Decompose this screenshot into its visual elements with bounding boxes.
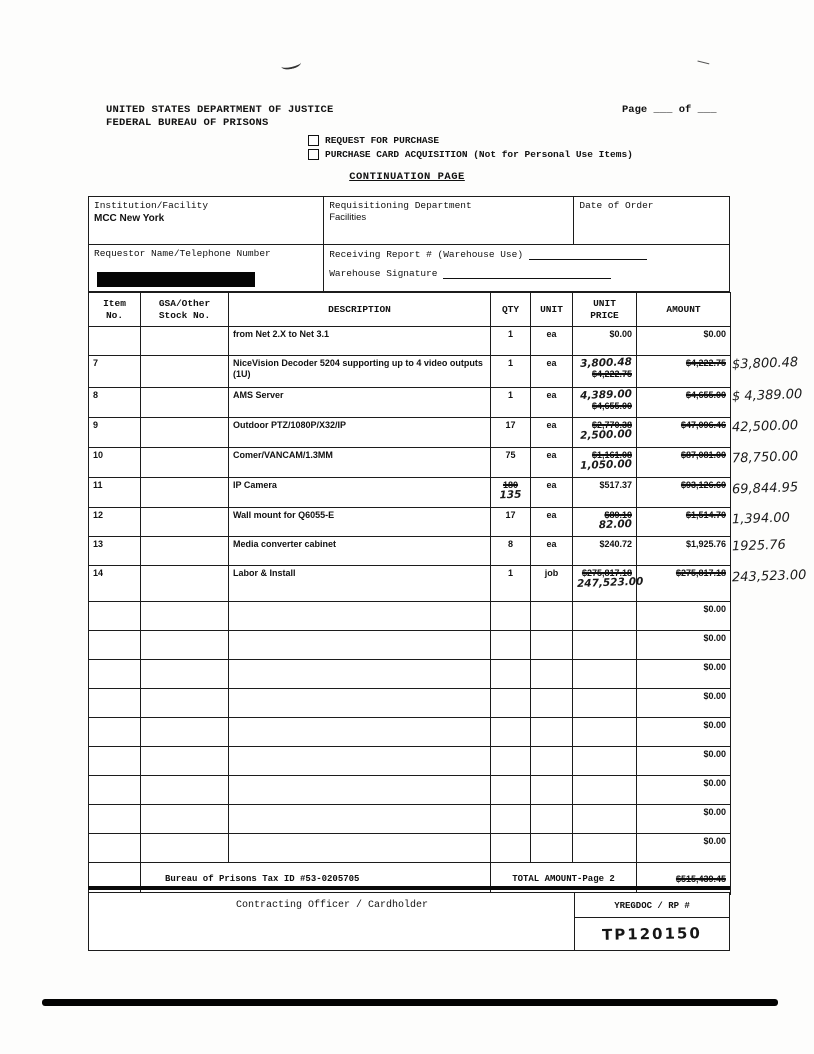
unit-cell	[531, 747, 573, 776]
amount-value: $0.00	[703, 836, 726, 846]
description-cell: NiceVision Decoder 5204 supporting up to 4 video outputs (1U)	[229, 356, 491, 388]
stock-no-cell	[141, 631, 229, 660]
amount-cell	[637, 448, 731, 478]
page-of-label: Page ___ of ___	[622, 104, 717, 116]
unit-cell: ea	[531, 327, 573, 356]
stock-no-cell	[141, 718, 229, 747]
amount-value: $0.00	[703, 807, 726, 817]
description-cell: AMS Server	[229, 388, 491, 418]
qty-cell	[491, 631, 531, 660]
purchase-card-row	[308, 149, 633, 160]
requestor-label: Requestor Name/Telephone Number	[94, 248, 271, 260]
amount-cell	[637, 388, 731, 418]
unit-price-value: $0.00	[609, 329, 632, 339]
qty-cell	[491, 747, 531, 776]
amount-value: $275,817.18	[675, 568, 726, 578]
qty-handwritten-value: 135	[499, 488, 522, 502]
unit-price-cell	[573, 631, 637, 660]
qty-cell	[491, 660, 531, 689]
item-no-cell	[89, 660, 141, 689]
unit-price-handwritten-value: 4,389.00	[579, 388, 633, 402]
request-for-purchase-label: REQUEST FOR PURCHASE	[325, 135, 440, 146]
table-row	[89, 602, 731, 631]
unit-cell: ea	[531, 388, 573, 418]
item-no-cell: 12	[89, 508, 141, 537]
item-no-cell	[89, 631, 141, 660]
amount-value: $0.00	[703, 749, 726, 759]
description-cell: Outdoor PTZ/1080P/X32/IP	[229, 418, 491, 448]
amount-value: $0.00	[703, 633, 726, 643]
institution-value: MCC New York	[94, 213, 165, 224]
stock-no-cell	[141, 448, 229, 478]
description-cell: Comer/VANCAM/1.3MM	[229, 448, 491, 478]
unit-price-value: $4,222.75	[591, 369, 632, 379]
warehouse-signature-blank[interactable]	[443, 268, 611, 279]
table-row	[89, 508, 731, 537]
qty-cell	[491, 805, 531, 834]
signature-area-cell[interactable]	[88, 917, 576, 951]
amount-cell	[637, 537, 731, 566]
item-no-cell: 10	[89, 448, 141, 478]
items-table	[88, 292, 731, 895]
unit-cell	[531, 776, 573, 805]
description-cell	[229, 689, 491, 718]
amount-value: $47,096.46	[680, 420, 726, 430]
unit-price-value: $240.72	[599, 539, 632, 549]
receiving-report-cell	[323, 244, 730, 292]
table-row	[89, 388, 731, 418]
description-cell	[229, 805, 491, 834]
table-row	[89, 418, 731, 448]
unit-price-value: $517.37	[599, 480, 632, 490]
qty-cell: 8	[491, 537, 531, 566]
header-amount: AMOUNT	[637, 293, 731, 327]
description-cell	[229, 718, 491, 747]
qty-cell: 1	[491, 356, 531, 388]
item-no-cell	[89, 747, 141, 776]
amount-cell	[637, 566, 731, 602]
requestor-cell	[88, 244, 325, 292]
unit-cell	[531, 689, 573, 718]
unit-price-value: $1,161.08	[591, 450, 632, 460]
pen-mark-top-left	[280, 58, 301, 71]
receiving-report-blank[interactable]	[529, 249, 647, 260]
total-amount-label: TOTAL AMOUNT-Page 2	[512, 873, 615, 884]
qty-cell	[491, 478, 531, 508]
yregdoc-cell	[574, 892, 730, 919]
amount-value: $0.00	[703, 329, 726, 339]
item-no-cell: 9	[89, 418, 141, 448]
unit-price-cell	[573, 327, 637, 356]
request-for-purchase-row	[308, 135, 439, 146]
unit-price-handwritten-value: 247,523.00	[576, 575, 644, 590]
unit-cell: ea	[531, 478, 573, 508]
table-row	[89, 805, 731, 834]
stock-no-cell	[141, 776, 229, 805]
item-no-cell	[89, 834, 141, 863]
amount-value: $87,081.00	[680, 450, 726, 460]
description-cell: IP Camera	[229, 478, 491, 508]
amount-value: $0.00	[703, 778, 726, 788]
stock-no-cell	[141, 537, 229, 566]
amount-value: $4,655.00	[685, 390, 726, 400]
date-of-order-cell	[573, 196, 730, 246]
unit-cell	[531, 660, 573, 689]
margin-note: 1925.76	[731, 537, 787, 555]
stock-no-cell	[141, 602, 229, 631]
description-cell	[229, 834, 491, 863]
amount-cell	[637, 776, 731, 805]
header-unit-price: UNIT PRICE	[573, 293, 637, 327]
qty-cell: 17	[491, 418, 531, 448]
unit-price-cell	[573, 776, 637, 805]
amount-value: $93,126.60	[680, 480, 726, 490]
unit-price-handwritten-value: 1,050.00	[579, 458, 633, 472]
redaction-bar	[97, 272, 255, 287]
qty-cell: 1	[491, 327, 531, 356]
unit-cell: ea	[531, 418, 573, 448]
table-row	[89, 566, 731, 602]
unit-cell	[531, 602, 573, 631]
header-description: DESCRIPTION	[229, 293, 491, 327]
unit-price-cell	[573, 388, 637, 418]
unit-cell: ea	[531, 356, 573, 388]
item-no-cell: 13	[89, 537, 141, 566]
description-cell	[229, 776, 491, 805]
institution-cell	[88, 196, 325, 246]
stock-no-cell	[141, 689, 229, 718]
receiving-report-line	[324, 245, 729, 260]
header-unit: UNIT	[531, 293, 573, 327]
warehouse-signature-line	[324, 260, 729, 279]
margin-note: 42,500.00	[731, 418, 799, 436]
stock-no-cell	[141, 356, 229, 388]
item-no-cell: 8	[89, 388, 141, 418]
header-item-no: Item No.	[89, 293, 141, 327]
unit-price-cell	[573, 566, 644, 602]
margin-note: 69,844.95	[731, 480, 799, 498]
item-no-cell: 7	[89, 356, 141, 388]
margin-note: 78,750.00	[731, 449, 799, 467]
stock-no-cell	[141, 478, 229, 508]
table-row	[89, 776, 731, 805]
yregdoc-label: YREGDOC / RP #	[614, 900, 690, 911]
department-value: Facilities	[329, 212, 367, 223]
qty-cell	[491, 689, 531, 718]
unit-price-cell	[573, 508, 637, 537]
amount-cell	[637, 805, 731, 834]
unit-price-cell	[573, 805, 637, 834]
continuation-page-title: CONTINUATION PAGE	[349, 171, 465, 183]
pen-mark-top-right	[697, 56, 710, 65]
stock-no-cell	[141, 418, 229, 448]
table-row	[89, 834, 731, 863]
unit-cell: ea	[531, 537, 573, 566]
stock-no-cell	[141, 566, 229, 602]
stock-no-cell	[141, 327, 229, 356]
margin-note: $3,800.48	[731, 355, 799, 373]
items-tbody	[89, 327, 731, 863]
stock-no-cell	[141, 747, 229, 776]
agency-line2: FEDERAL BUREAU OF PRISONS	[106, 117, 269, 129]
margin-note: 1,394.00	[731, 510, 791, 528]
date-of-order-label: Date of Order	[579, 200, 654, 211]
request-for-purchase-checkbox[interactable]	[308, 135, 319, 146]
unit-price-cell	[573, 689, 637, 718]
item-no-cell	[89, 776, 141, 805]
item-no-cell	[89, 718, 141, 747]
warehouse-signature-label: Warehouse Signature	[329, 268, 438, 280]
amount-cell	[637, 356, 731, 388]
stock-no-cell	[141, 660, 229, 689]
amount-cell	[637, 718, 731, 747]
item-no-cell	[89, 602, 141, 631]
description-cell: Media converter cabinet	[229, 537, 491, 566]
yregdoc-value-cell	[574, 917, 730, 951]
unit-cell: ea	[531, 448, 573, 478]
description-cell: Wall mount for Q6055-E	[229, 508, 491, 537]
table-row	[89, 689, 731, 718]
amount-cell	[637, 747, 731, 776]
amount-value: $1,925.76	[685, 539, 726, 549]
unit-price-value: $89.10	[604, 510, 632, 520]
table-row	[89, 448, 731, 478]
unit-price-value: $4,655.00	[591, 401, 632, 411]
qty-cell: 75	[491, 448, 531, 478]
description-cell	[229, 631, 491, 660]
stock-no-cell	[141, 805, 229, 834]
stock-no-cell	[141, 388, 229, 418]
purchase-card-label: PURCHASE CARD ACQUISITION (Not for Personal Use Items)	[325, 149, 633, 160]
amount-cell	[637, 631, 731, 660]
amount-cell	[637, 689, 731, 718]
unit-price-cell	[573, 418, 637, 448]
amount-value: $0.00	[703, 604, 726, 614]
stock-no-cell	[141, 834, 229, 863]
qty-cell: 17	[491, 508, 531, 537]
amount-cell	[637, 327, 731, 356]
amount-value: $0.00	[703, 691, 726, 701]
stock-no-cell	[141, 508, 229, 537]
qty-cell	[491, 602, 531, 631]
amount-value: $0.00	[703, 662, 726, 672]
unit-price-cell	[573, 448, 637, 478]
contracting-officer-label: Contracting Officer / Cardholder	[235, 900, 429, 911]
unit-cell: ea	[531, 508, 573, 537]
description-cell: from Net 2.X to Net 3.1	[229, 327, 491, 356]
qty-cell	[491, 776, 531, 805]
unit-price-cell	[573, 356, 637, 388]
unit-cell	[531, 834, 573, 863]
unit-cell: job	[531, 566, 573, 602]
unit-price-cell	[573, 660, 637, 689]
item-no-cell	[89, 805, 141, 834]
description-cell	[229, 747, 491, 776]
table-row	[89, 718, 731, 747]
table-row	[89, 631, 731, 660]
qty-cell	[491, 834, 531, 863]
item-no-cell: 11	[89, 478, 141, 508]
agency-line1: UNITED STATES DEPARTMENT OF JUSTICE	[106, 104, 334, 116]
unit-price-handwritten-value: 2,500.00	[579, 428, 633, 442]
unit-cell	[531, 805, 573, 834]
item-no-cell	[89, 327, 141, 356]
amount-value: $4,222.75	[685, 358, 726, 368]
description-cell: Labor & Install	[229, 566, 491, 602]
item-no-cell: 14	[89, 566, 141, 602]
department-label: Requisitioning Department	[329, 200, 472, 211]
purchase-card-checkbox[interactable]	[308, 149, 319, 160]
unit-price-value: $2,770.38	[591, 420, 632, 430]
amount-cell	[637, 660, 731, 689]
table-row	[89, 537, 731, 566]
margin-note: 243,523.00	[731, 567, 807, 586]
header-qty: QTY	[491, 293, 531, 327]
total-amount-value: $515,439.45	[675, 873, 726, 884]
unit-cell	[531, 631, 573, 660]
amount-value: $0.00	[703, 720, 726, 730]
unit-price-cell	[573, 602, 637, 631]
unit-price-handwritten-value: 3,800.48	[579, 356, 633, 370]
amount-cell	[637, 602, 731, 631]
unit-price-cell	[573, 537, 637, 566]
unit-price-value: $275,817.18	[581, 568, 632, 578]
qty-cell: 1	[491, 388, 531, 418]
qty-struck-value: 180	[502, 480, 519, 490]
amount-cell	[637, 478, 731, 508]
unit-price-cell	[573, 478, 637, 508]
table-row	[89, 747, 731, 776]
institution-label: Institution/Facility	[94, 200, 209, 211]
department-cell	[323, 196, 575, 246]
yregdoc-handwritten-value: TP120150	[601, 924, 703, 944]
description-cell	[229, 660, 491, 689]
item-no-cell	[89, 689, 141, 718]
description-cell	[229, 602, 491, 631]
heavy-divider	[88, 886, 730, 890]
agency-header	[106, 104, 334, 130]
table-row	[89, 327, 731, 356]
unit-price-cell	[573, 834, 637, 863]
qty-cell: 1	[491, 566, 531, 602]
table-row	[89, 356, 731, 388]
margin-note: $ 4,389.00	[731, 386, 803, 405]
unit-cell	[531, 718, 573, 747]
amount-cell	[637, 508, 731, 537]
scan-artifact-bar	[42, 999, 778, 1006]
table-row	[89, 660, 731, 689]
unit-price-handwritten-value: 82.00	[598, 518, 633, 532]
items-table-header	[89, 293, 731, 327]
unit-price-cell	[573, 718, 637, 747]
amount-cell	[637, 834, 731, 863]
header-stock-no: GSA/Other Stock No.	[141, 293, 229, 327]
tax-id-text: Bureau of Prisons Tax ID #53-0205705	[165, 873, 360, 884]
contracting-officer-cell	[88, 892, 576, 919]
receiving-report-label: Receiving Report # (Warehouse Use)	[329, 249, 524, 261]
amount-cell	[637, 418, 731, 448]
table-row	[89, 478, 731, 508]
amount-value: $1,514.70	[685, 510, 726, 520]
qty-cell	[491, 718, 531, 747]
unit-price-cell	[573, 747, 637, 776]
